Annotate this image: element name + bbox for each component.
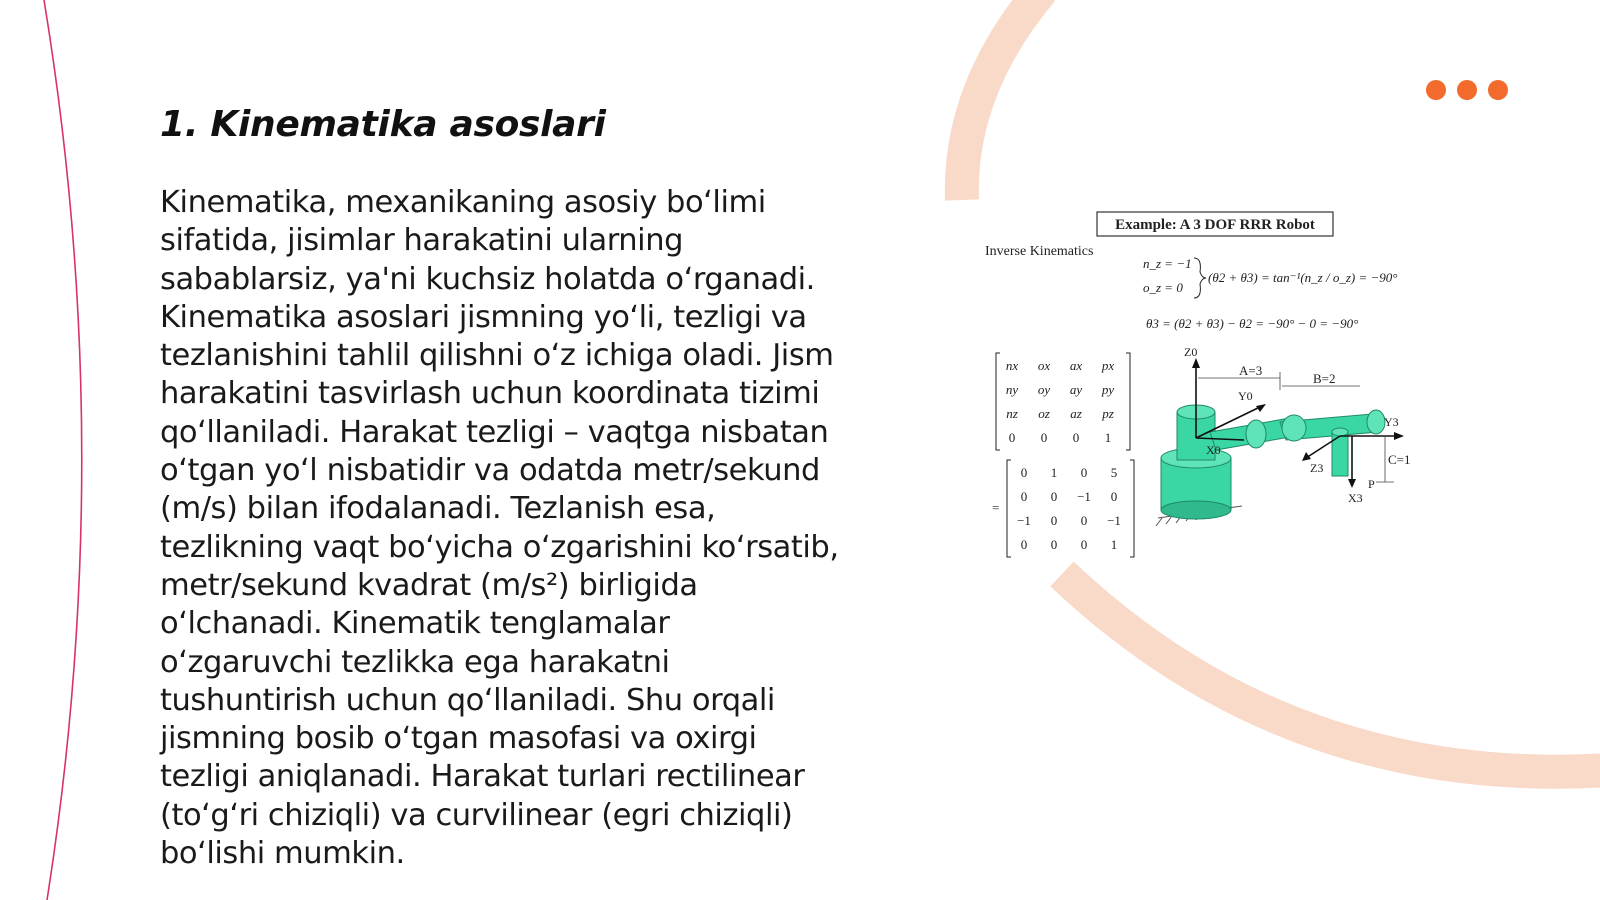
- numeric-matrix-cell: 0: [1110, 489, 1118, 504]
- symbolic-matrix-cell: ny: [1005, 382, 1019, 397]
- robot-end-effector: [1332, 432, 1348, 476]
- numeric-matrix-cell: 0: [1020, 537, 1028, 552]
- robot-base-bottom: [1161, 501, 1231, 519]
- label-z3: Z3: [1310, 461, 1324, 475]
- robot-arm-drawing: [1156, 405, 1385, 526]
- label-p: P: [1368, 477, 1375, 491]
- symbolic-matrix-cell: nx: [1005, 358, 1019, 373]
- symbolic-matrix-cell: oz: [1038, 406, 1050, 421]
- label-y3: Y3: [1384, 415, 1399, 429]
- robot-joint-3: [1282, 415, 1306, 441]
- numeric-matrix: [1007, 460, 1134, 557]
- dot-2: [1457, 80, 1477, 100]
- robot-kinematics-figure: [980, 200, 1420, 560]
- slide-body-text: Kinematika, mexanikaning asosiy bo‘limi sifatida, jisimlar harakatini ularning sabablarsiz, ya'ni kuchsiz holatda o‘rganadi. Kinematika asoslari jismning yo‘li, tezligi va tezlanishini tahlil qilishni o‘z ichiga oladi. Jism harakatini tasvirlash uchun koordinata tizimi qo‘llaniladi. Harakat tezligi – vaqtga nisbatan o‘tgan yo‘l nisbatidir va odatda metr/sekund (m/s) bilan ifodalanadi. Tezlanish esa, tezlikning vaqt bo‘yicha o‘zgarishini ko‘rsatib, metr/sekund kvadrat (m/s²) birligida o‘lchanadi. Kinematik tenglamalar o‘zgaruvchi tezlikka ega harakatni tushuntirish uchun qo‘llaniladi. Shu orqali jismning bosib o‘tgan masofasi va oxirgi tezligi aniqlanadi. Harakat turlari rectilinear (to‘g‘ri chiziqli) va curvilinear (egri chiziqli) bo‘lishi mumkin.: [160, 185, 839, 872]
- numeric-matrix-cell: 1: [1050, 465, 1058, 480]
- label-z0: Z0: [1184, 345, 1198, 359]
- numeric-matrix-cell: 0: [1080, 465, 1088, 480]
- symbolic-matrix-cell: py: [1101, 382, 1115, 397]
- left-red-curve: [44, 0, 82, 900]
- dot-3: [1488, 80, 1508, 100]
- numeric-matrix-cell: −1: [1017, 513, 1031, 528]
- numeric-matrix-cell: 0: [1080, 537, 1088, 552]
- label-c: C=1: [1388, 452, 1411, 467]
- x3-arrow: [1348, 479, 1356, 488]
- symbolic-matrix-cell: az: [1070, 406, 1082, 421]
- numeric-matrix-cell: 0: [1020, 489, 1028, 504]
- label-x3: X3: [1348, 491, 1363, 505]
- label-x0: X0: [1206, 443, 1221, 457]
- symbolic-matrix-cell: 1: [1104, 430, 1112, 445]
- eq1-brace: [1194, 258, 1206, 298]
- symbolic-matrix-cell: ox: [1037, 358, 1051, 373]
- numeric-matrix-cell: 0: [1020, 465, 1028, 480]
- robot-end-top: [1332, 428, 1348, 436]
- bottom-orange-arc: [1062, 574, 1600, 772]
- numeric-matrix-cell: 0: [1080, 513, 1088, 528]
- figure-subheading: Inverse Kinematics: [985, 244, 1094, 259]
- dot-1: [1426, 80, 1446, 100]
- slide-menu-dots: [1426, 80, 1508, 100]
- numeric-matrix-cell: 1: [1110, 537, 1118, 552]
- symbolic-matrix-cell: pz: [1102, 406, 1114, 421]
- figure-heading: Example: A 3 DOF RRR Robot: [1115, 217, 1315, 233]
- symbolic-matrix: [996, 353, 1130, 450]
- symbolic-matrix-cell: 0: [1008, 430, 1016, 445]
- label-a: A=3: [1239, 363, 1263, 378]
- symbolic-matrix-cell: px: [1101, 358, 1115, 373]
- symbolic-matrix-cell: ax: [1069, 358, 1083, 373]
- eq1-line-2: o_z = 0: [1143, 280, 1183, 295]
- y3-arrow: [1394, 432, 1404, 440]
- numeric-matrix-cell: 0: [1050, 537, 1058, 552]
- top-orange-arc: [962, 0, 1042, 200]
- z0-arrow: [1192, 358, 1200, 368]
- symbolic-matrix-cell: nz: [1006, 406, 1018, 421]
- numeric-matrix-cell: 0: [1050, 489, 1058, 504]
- symbolic-matrix-cell: ay: [1069, 382, 1083, 397]
- eq1-rhs: (θ2 + θ3) = tan⁻¹(n_z / o_z) = −90°: [1208, 270, 1398, 285]
- label-b: B=2: [1313, 371, 1336, 386]
- symbolic-matrix-cell: 0: [1040, 430, 1048, 445]
- numeric-matrix-cell: 5: [1110, 465, 1118, 480]
- robot-wrist: [1367, 410, 1385, 434]
- numeric-matrix-cell: 0: [1050, 513, 1058, 528]
- label-y0: Y0: [1238, 389, 1253, 403]
- numeric-matrix-cell: −1: [1107, 513, 1121, 528]
- y0-arrow: [1256, 404, 1266, 412]
- eq2: θ3 = (θ2 + θ3) − θ2 = −90° − 0 = −90°: [1146, 316, 1359, 331]
- numeric-matrix-cell: −1: [1077, 489, 1091, 504]
- eq1-line-1: n_z = −1: [1143, 256, 1192, 271]
- equals-sign: =: [992, 500, 1000, 515]
- slide-title: 1. Kinematika asoslari: [160, 104, 606, 145]
- symbolic-matrix-cell: 0: [1072, 430, 1080, 445]
- robot-joint-2: [1246, 420, 1266, 448]
- symbolic-matrix-cell: oy: [1037, 382, 1051, 397]
